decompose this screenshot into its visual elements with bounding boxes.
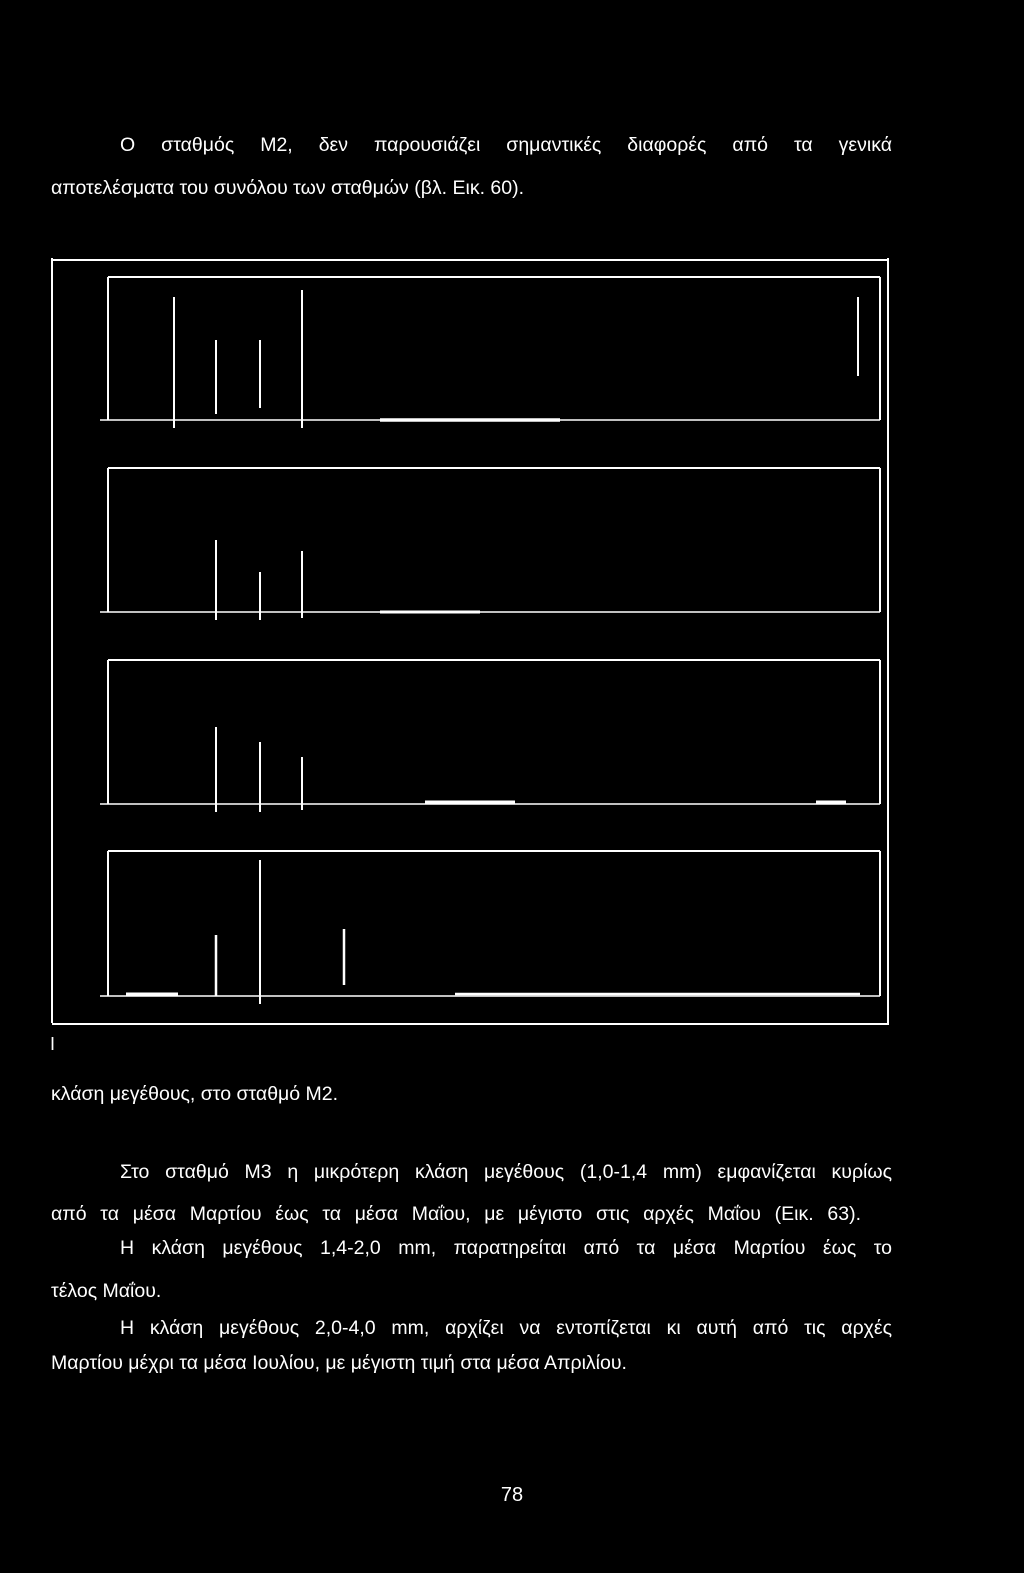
panel-1 <box>100 277 880 428</box>
body-p3-line-1: Η κλάση μεγέθους 2,0-4,0 mm, αρχίζει να εντοπίζεται κι αυτή από τις αρχές <box>120 1317 892 1339</box>
page-number: 78 <box>500 1484 524 1506</box>
outer-frame <box>52 258 888 1025</box>
panel-3 <box>100 660 880 812</box>
figure-stray-mark: I <box>50 1034 56 1054</box>
panel-4 <box>100 851 880 1004</box>
intro-line-1: Ο σταθμός Μ2, δεν παρουσιάζει σημαντικές διαφορές από τα γενικά <box>120 134 892 156</box>
intro-line-2: αποτελέσματα του συνόλου των σταθμών (βλ. Εικ. 60). <box>51 177 525 199</box>
body-p2-line-1: Η κλάση μεγέθους 1,4-2,0 mm, παρατηρείται από τα μέσα Μαρτίου έως το <box>120 1237 892 1259</box>
body-p1-line-1: Στο σταθμό Μ3 η μικρότερη κλάση μεγέθους (1,0-1,4 mm) εμφανίζεται κυρίως <box>120 1161 892 1183</box>
body-p1-line-2: από τα μέσα Μαρτίου έως τα μέσα Μαΐου, με μέγιστο στις αρχές Μαΐου (Εικ. 63). <box>51 1203 861 1225</box>
figure-caption: κλάση μεγέθους, στο σταθμό Μ2. <box>51 1083 339 1105</box>
body-p2-line-2: τέλος Μαΐου. <box>51 1280 162 1302</box>
panel-2 <box>100 468 880 620</box>
body-p3-line-2: Μαρτίου μέχρι τα μέσα Ιουλίου, με μέγιστη τιμή στα μέσα Απριλίου. <box>51 1352 627 1374</box>
